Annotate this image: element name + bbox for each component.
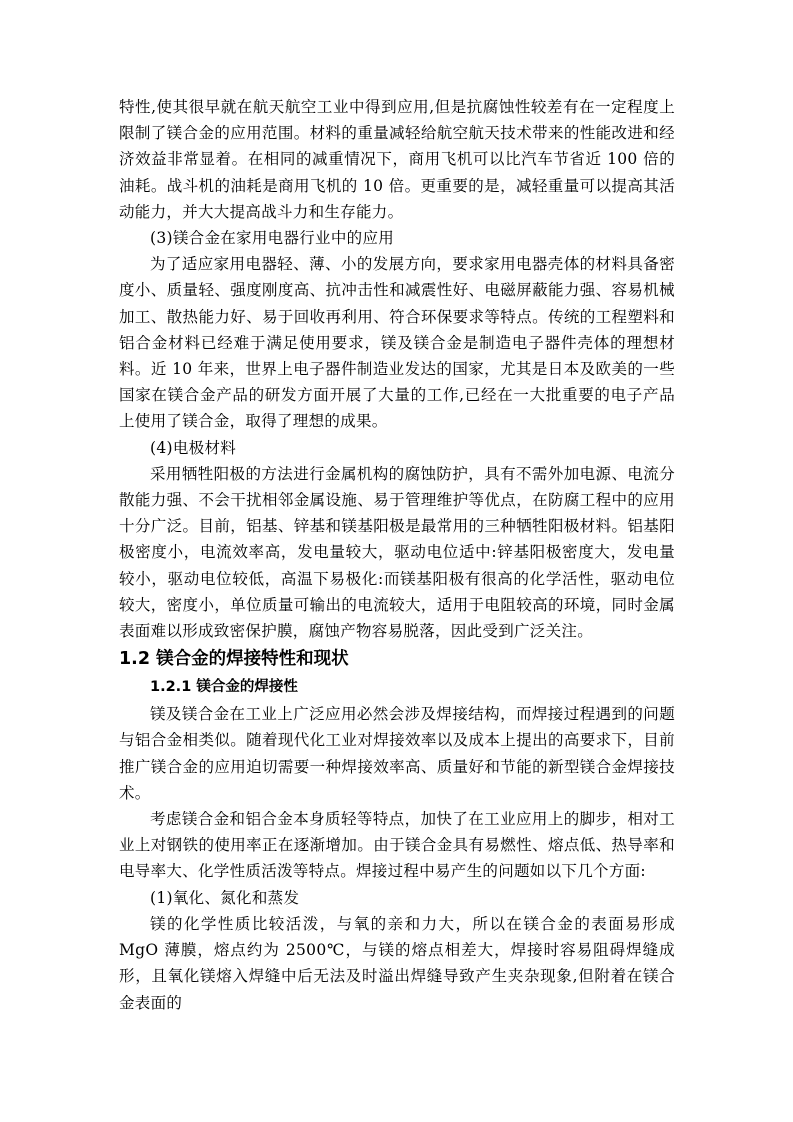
paragraph-home-appliances: 为了适应家用电器轻、薄、小的发展方向，要求家用电器壳体的材料具备密度小、质量轻、强度刚度高、抗冲击性和减震性好、电磁屏蔽能力强、容易机械加工、散热能力好、易于回收再利用、符合环保要求等特点。传统的工程塑料和铝合金材料已经难于满足使用要求，镁及镁合金是制造电子器件壳体的理想材料。近 10 年来，世界上电子器件制造业发达的国家，尤其是日本及欧美的一些国家在镁合金产品的研发方面开展了大量的工作,已经在一大批重要的电子产品上使用了镁合金，取得了理想的成果。 — [119, 255, 675, 431]
paragraph-welding-problems: 考虑镁合金和铝合金本身质轻等特点，加快了在工业应用上的脚步，相对工业上对钢铁的使用率正在逐渐增加。由于镁合金具有易燃性、熔点低、热导率和电导率大、化学性质活泼等特点。焊接过程中易产生的问题如以下几个方面: — [119, 810, 675, 881]
paragraph-electrode-materials: 采用牺牲阳极的方法进行金属机构的腐蚀防护，具有不需外加电源、电流分散能力强、不会干扰相邻金属设施、易于管理维护等优点，在防腐工程中的应用十分广泛。目前，铝基、锌基和镁基阳极是最常用的三种牺牲阳极材料。铝基阳极密度小，电流效率高，发电量较大，驱动电位适中:锌基阳极密度大，发电量较小，驱动电位较低，高温下易极化:而镁基阳极有很高的化学活性，驱动电位较大，密度小，单位质量可输出的电流较大，适用于电阻较高的环境，同时金属表面难以形成致密保护膜，腐蚀产物容易脱落，因此受到广泛关注。 — [119, 464, 675, 641]
document-page — [119, 94, 675, 1016]
item-4-title: (4)电极材料 — [150, 438, 237, 457]
item-1-title: (1)氧化、氮化和蒸发 — [150, 888, 300, 907]
paragraph-oxidation: 镁的化学性质比较活泼，与氧的亲和力大，所以在镁合金的表面易形成 MgO 薄膜，熔点约为 2500℃，与镁的熔点相差大，焊接时容易阻碍焊缝成形，且氧化镁熔入焊缝中后无法及时溢出焊缝导致产生夹杂现象,但附着在镁合金表面的 — [119, 914, 675, 1012]
paragraph-weldability-intro: 镁及镁合金在工业上广泛应用必然会涉及焊接结构，而焊接过程遇到的问题与铝合金相类似。随着现代化工业对焊接效率以及成本上提出的高要求下，目前推广镁合金的应用迫切需要一种焊接效率高、质量好和节能的新型镁合金焊接技术。 — [119, 705, 675, 802]
item-3-title: (3)镁合金在家用电器行业中的应用 — [150, 229, 395, 248]
section-heading: 1.2 镁合金的焊接特性和现状 — [119, 649, 349, 670]
subsection-heading: 1.2.1 镁合金的焊接性 — [150, 679, 298, 696]
paragraph-aerospace-continued: 特性,使其很早就在航天航空工业中得到应用,但是抗腐蚀性较差有在一定程度上限制了镁合金的应用范围。材料的重量减轻给航空航天技术带来的性能改进和经济效益非常显着。在相同的减重情况下，商用飞机可以比汽车节省近 100 倍的油耗。战斗机的油耗是商用飞机的 10 倍。更重要的是，减轻重量可以提高其活动能力，并大大提高战斗力和生存能力。 — [119, 98, 675, 221]
